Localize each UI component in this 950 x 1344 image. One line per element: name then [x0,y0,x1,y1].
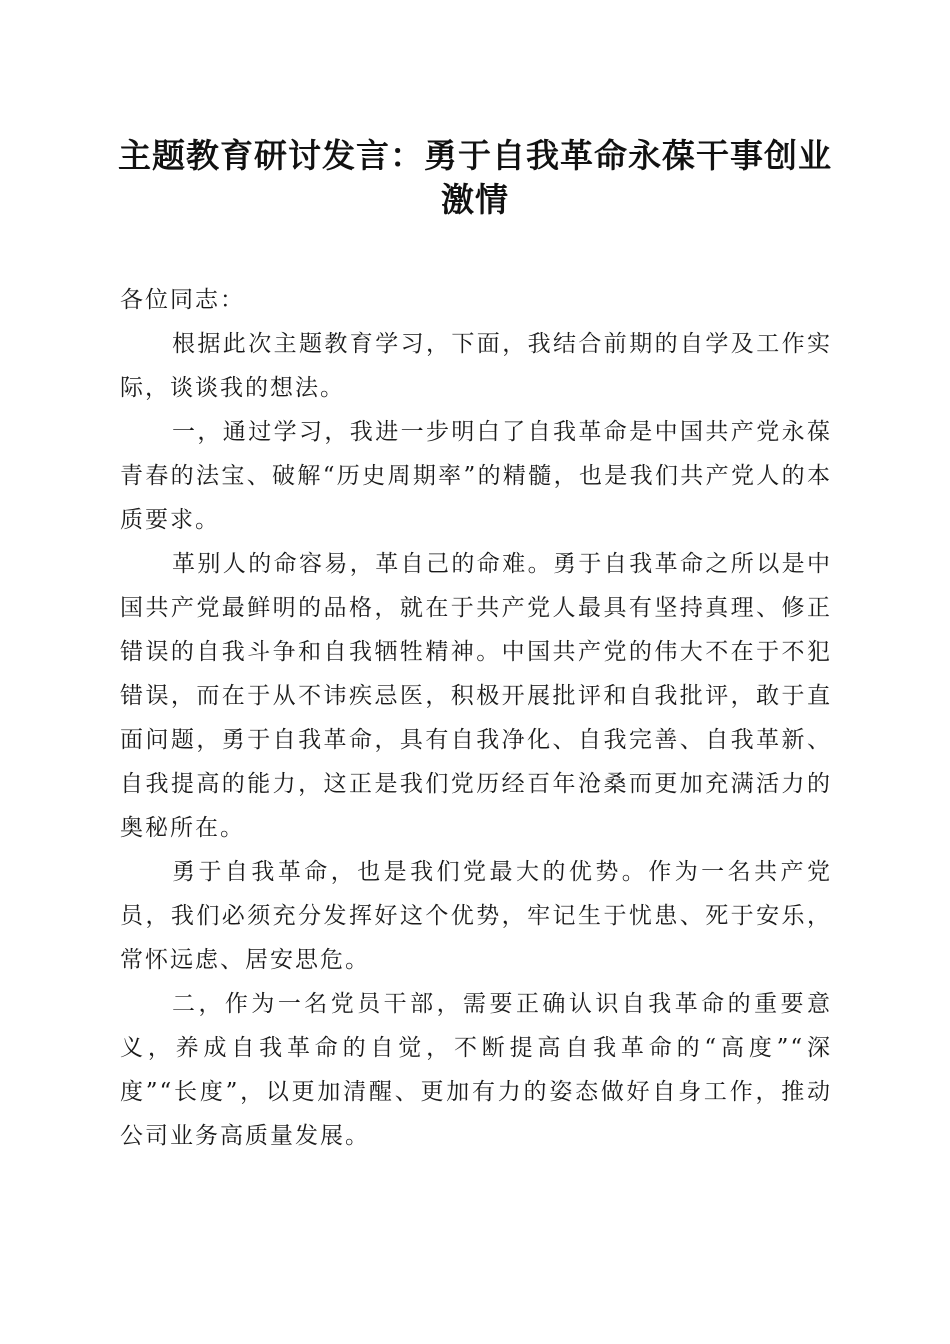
paragraph: 勇于自我革命，也是我们党最大的优势。作为一名共产党员，我们必须充分发挥好这个优势，牢记生于忧患、死于安乐，常怀远虑、居安思危。 [120,859,832,973]
paragraph: 根据此次主题教育学习，下面，我结合前期的自学及工作实际，谈谈我的想法。 [120,331,832,401]
paragraph: 二，作为一名党员干部，需要正确认识自我革命的重要意义，养成自我革命的自觉，不断提高自我革命的“高度”“深度”“长度”，以更加清醒、更加有力的姿态做好自身工作，推动公司业务高质量发展。 [120,991,832,1149]
document-body [120,278,832,1158]
paragraph: 革别人的命容易，革自己的命难。勇于自我革命之所以是中国共产党最鲜明的品格，就在于共产党人最具有坚持真理、修正错误的自我斗争和自我牺牲精神。中国共产党的伟大不在于不犯错误，而在于从不讳疾忌医，积极开展批评和自我批评，敢于直面问题，勇于自我革命，具有自我净化、自我完善、自我革新、自我提高的能力，这正是我们党历经百年沧桑而更加充满活力的奥秘所在。 [120,551,832,841]
document-title: 主题教育研讨发言：勇于自我革命永葆干事创业激情 [118,136,832,219]
paragraph: 一，通过学习，我进一步明白了自我革命是中国共产党永葆青春的法宝、破解“历史周期率”的精髓，也是我们共产党人的本质要求。 [120,419,832,533]
salutation: 各位同志： [120,287,245,313]
